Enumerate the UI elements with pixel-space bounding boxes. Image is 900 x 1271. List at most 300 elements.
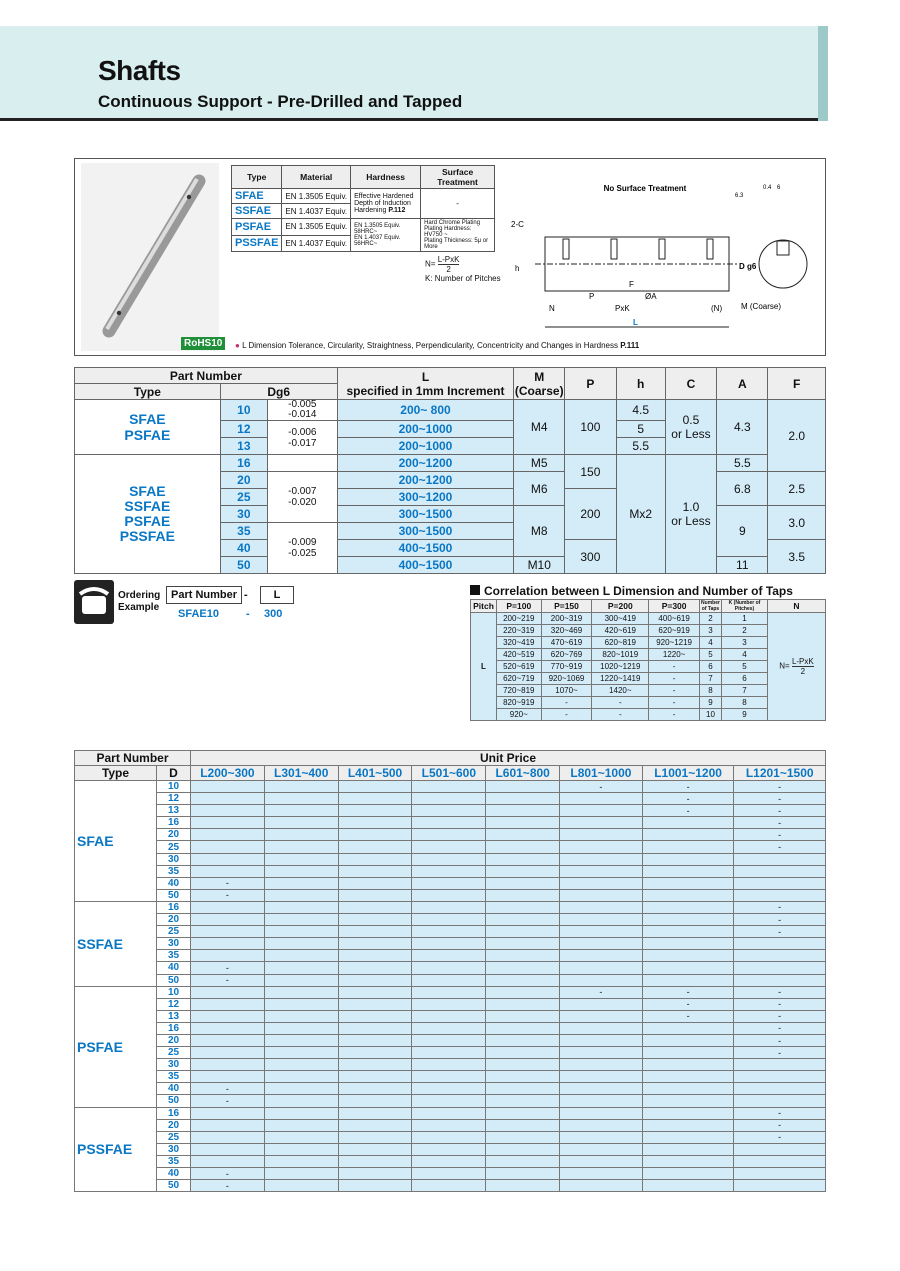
price-cell: [560, 853, 643, 865]
price-d: 12: [157, 998, 191, 1010]
price-cell: [412, 1059, 486, 1071]
price-cell: [642, 1168, 734, 1180]
price-h-part: Part Number: [75, 751, 191, 766]
price-cell: [338, 1022, 412, 1034]
price-cell: [264, 1143, 338, 1155]
dimension-table: [74, 367, 826, 574]
price-cell: [412, 1095, 486, 1107]
mat-type: PSFAE: [232, 219, 282, 236]
price-cell: [338, 889, 412, 901]
l-range: 300~1500: [337, 506, 514, 523]
price-cell: [734, 1071, 826, 1083]
price-cell: [191, 793, 265, 805]
price-cell: [191, 1107, 265, 1119]
l-range: 200~1000: [337, 438, 514, 455]
corr-cell: 720~819: [497, 685, 542, 697]
price-d: 10: [157, 781, 191, 793]
price-cell: [486, 1143, 560, 1155]
price-cell: [264, 1180, 338, 1192]
l-range: 200~1000: [337, 421, 514, 438]
mat-surface-1: -: [421, 189, 495, 219]
price-cell: -: [734, 901, 826, 913]
price-cell: -: [642, 781, 734, 793]
price-cell: [338, 1168, 412, 1180]
corr-cell: -: [541, 709, 592, 721]
price-d: 16: [157, 1022, 191, 1034]
a-value: 11: [717, 557, 768, 574]
corr-cell: 920~1069: [541, 673, 592, 685]
price-cell: [338, 805, 412, 817]
price-cell: [486, 889, 560, 901]
p-label: P: [589, 292, 595, 301]
price-cell: [338, 841, 412, 853]
price-cell: [560, 1168, 643, 1180]
price-cell: [191, 1010, 265, 1022]
corr-cell: 420~519: [497, 649, 542, 661]
price-cell: [412, 1180, 486, 1192]
corr-cell: 770~919: [541, 661, 592, 673]
price-row: [75, 1180, 826, 1192]
price-cell: [191, 781, 265, 793]
price-cell: [264, 926, 338, 938]
price-cell: [486, 1119, 560, 1131]
price-cell: [642, 1095, 734, 1107]
price-type: SFAE: [75, 781, 157, 902]
price-cell: [486, 974, 560, 986]
price-cell: -: [734, 926, 826, 938]
price-cell: [560, 926, 643, 938]
price-cell: [338, 829, 412, 841]
price-cell: [560, 1095, 643, 1107]
price-cell: [191, 998, 265, 1010]
price-cell: [264, 1071, 338, 1083]
d-value: 10: [220, 400, 267, 421]
price-cell: [412, 901, 486, 913]
price-cell: [412, 914, 486, 926]
price-row: [75, 1131, 826, 1143]
price-cell: -: [642, 793, 734, 805]
price-cell: -: [191, 889, 265, 901]
price-cell: [486, 865, 560, 877]
price-col: L301~400: [264, 766, 338, 781]
mat-h-surface: Surface Treatment: [421, 166, 495, 189]
l-range: 200~1200: [337, 455, 514, 472]
price-d: 50: [157, 974, 191, 986]
price-cell: [338, 1010, 412, 1022]
price-cell: [191, 1059, 265, 1071]
price-row: [75, 889, 826, 901]
price-cell: [560, 914, 643, 926]
price-cell: [264, 998, 338, 1010]
price-cell: [486, 817, 560, 829]
corr-cell: 620~769: [541, 649, 592, 661]
a-value: 4.3: [717, 400, 768, 455]
price-cell: [338, 853, 412, 865]
price-cell: [560, 962, 643, 974]
corr-h: Pitch: [471, 600, 497, 613]
h-h: h: [616, 368, 665, 400]
price-cell: [642, 1071, 734, 1083]
corr-cell: 5: [722, 661, 768, 673]
price-cell: [412, 1155, 486, 1167]
mat-type: SFAE: [232, 189, 282, 204]
price-cell: [560, 1047, 643, 1059]
corr-cell: -: [649, 697, 700, 709]
h-type: Type: [75, 384, 221, 400]
c-value: 0.5 or Less: [665, 400, 716, 455]
price-cell: -: [191, 877, 265, 889]
price-cell: [338, 793, 412, 805]
price-d: 12: [157, 793, 191, 805]
price-cell: [734, 1083, 826, 1095]
price-cell: [191, 1047, 265, 1059]
price-row: [75, 877, 826, 889]
corr-cell: 300~419: [592, 613, 649, 625]
price-cell: [560, 829, 643, 841]
d-value: 20: [220, 472, 267, 489]
price-row: [75, 865, 826, 877]
price-d: 30: [157, 1059, 191, 1071]
price-cell: [560, 841, 643, 853]
price-cell: [412, 998, 486, 1010]
price-cell: -: [734, 817, 826, 829]
price-cell: -: [734, 998, 826, 1010]
price-cell: [338, 986, 412, 998]
price-cell: [734, 950, 826, 962]
header-banner-edge: [818, 26, 828, 121]
price-cell: [560, 1119, 643, 1131]
price-row: [75, 998, 826, 1010]
corr-h: P=150: [541, 600, 592, 613]
price-cell: [642, 914, 734, 926]
price-cell: [412, 865, 486, 877]
price-cell: [734, 1059, 826, 1071]
price-cell: [264, 938, 338, 950]
price-row: [75, 1143, 826, 1155]
corr-cell: 10: [700, 709, 722, 721]
price-d: 50: [157, 1180, 191, 1192]
a-value: 9: [717, 506, 768, 557]
price-cell: [486, 1168, 560, 1180]
h-value: 5.5: [616, 438, 665, 455]
order-value-3: 300: [264, 608, 283, 620]
price-cell: [734, 853, 826, 865]
price-cell: [338, 950, 412, 962]
price-cell: [486, 1107, 560, 1119]
price-cell: [412, 1010, 486, 1022]
price-cell: [560, 1131, 643, 1143]
price-cell: [560, 805, 643, 817]
corr-cell: 2: [700, 613, 722, 625]
price-cell: -: [734, 1010, 826, 1022]
price-cell: [412, 926, 486, 938]
price-cell: [191, 829, 265, 841]
corr-cell: 620~919: [649, 625, 700, 637]
price-cell: [642, 1119, 734, 1131]
price-d: 40: [157, 1168, 191, 1180]
price-cell: [264, 1119, 338, 1131]
price-cell: [264, 986, 338, 998]
mat-surface-2: Hard Chrome Plating Plating Hardness: HV750 ~ Plating Thickness: 5μ or More: [421, 219, 495, 252]
price-cell: [486, 998, 560, 1010]
l-range: 300~1200: [337, 489, 514, 506]
f-label: F: [629, 280, 634, 289]
corr-cell: 7: [722, 685, 768, 697]
corr-cell: 400~619: [649, 613, 700, 625]
price-cell: -: [560, 781, 643, 793]
corr-cell: 1: [722, 613, 768, 625]
d-value: 25: [220, 489, 267, 506]
price-cell: [642, 865, 734, 877]
price-cell: [264, 914, 338, 926]
corr-cell: 1420~: [592, 685, 649, 697]
roughness-2: 0.4: [763, 185, 772, 191]
price-cell: [560, 877, 643, 889]
a-value: 5.5: [717, 455, 768, 472]
m-value: M6: [514, 472, 565, 506]
price-cell: [338, 1143, 412, 1155]
price-cell: -: [734, 1119, 826, 1131]
price-col: L1001~1200: [642, 766, 734, 781]
price-cell: [560, 1034, 643, 1046]
price-cell: [191, 938, 265, 950]
price-cell: [642, 1143, 734, 1155]
price-cell: [486, 877, 560, 889]
f-value: 2.5: [768, 472, 826, 506]
price-d: 20: [157, 914, 191, 926]
price-d: 40: [157, 877, 191, 889]
corr-cell: 820~1019: [592, 649, 649, 661]
price-cell: [412, 962, 486, 974]
price-cell: [264, 1047, 338, 1059]
price-row: [75, 805, 826, 817]
corr-cell: 3: [722, 637, 768, 649]
price-d: 20: [157, 1034, 191, 1046]
price-cell: [734, 938, 826, 950]
page-subtitle: Continuous Support - Pre-Drilled and Tapped: [98, 92, 463, 111]
mat-type: SSFAE: [232, 204, 282, 219]
price-cell: [486, 901, 560, 913]
tolerance-empty: [267, 455, 337, 472]
price-cell: [412, 938, 486, 950]
price-table: [74, 750, 826, 1192]
price-cell: [560, 901, 643, 913]
price-d: 30: [157, 853, 191, 865]
price-cell: [734, 1155, 826, 1167]
price-cell: -: [734, 914, 826, 926]
mat-hardness-2: EN 1.3505 Equiv. 58HRC~ EN 1.4037 Equiv. 56HRC~: [351, 219, 421, 252]
price-cell: [642, 1034, 734, 1046]
price-cell: [191, 805, 265, 817]
corr-cell: -: [649, 685, 700, 697]
price-cell: [642, 938, 734, 950]
corr-cell: 620~819: [592, 637, 649, 649]
price-row: [75, 781, 826, 793]
corr-cell: 8: [722, 697, 768, 709]
price-cell: [338, 1034, 412, 1046]
pitch-note: K: Number of Pitches: [425, 274, 501, 283]
price-cell: [264, 901, 338, 913]
price-cell: [412, 1022, 486, 1034]
price-cell: [560, 1022, 643, 1034]
price-cell: -: [642, 986, 734, 998]
price-row: [75, 1095, 826, 1107]
corr-cell: 5: [700, 649, 722, 661]
tolerance: -0.007 -0.020: [267, 472, 337, 523]
price-cell: [486, 1180, 560, 1192]
price-cell: [486, 1083, 560, 1095]
n2-label: (N): [711, 304, 723, 313]
h-label: h: [515, 264, 520, 273]
price-col: L401~500: [338, 766, 412, 781]
price-cell: [642, 1155, 734, 1167]
price-row: [75, 1083, 826, 1095]
price-cell: [412, 817, 486, 829]
price-cell: [560, 1071, 643, 1083]
price-cell: [560, 1083, 643, 1095]
price-cell: [191, 1119, 265, 1131]
price-row: [75, 950, 826, 962]
phone-icon: [74, 580, 114, 624]
material-table: [231, 165, 495, 252]
price-cell: [338, 998, 412, 1010]
m-value: M4: [514, 400, 565, 455]
price-cell: [486, 805, 560, 817]
price-type: PSFAE: [75, 986, 157, 1107]
price-cell: [264, 865, 338, 877]
l-range: 200~1200: [337, 472, 514, 489]
price-cell: [560, 1107, 643, 1119]
tolerance: -0.009 -0.025: [267, 523, 337, 574]
price-cell: [486, 781, 560, 793]
price-cell: [560, 998, 643, 1010]
h-value: 5: [616, 421, 665, 438]
price-cell: [338, 1107, 412, 1119]
corr-cell: 920~: [497, 709, 542, 721]
order-part-box: Part Number: [166, 586, 242, 604]
price-row: [75, 793, 826, 805]
price-cell: -: [191, 1168, 265, 1180]
h-part-number: Part Number: [75, 368, 338, 384]
price-cell: [338, 781, 412, 793]
corr-cell: 200~319: [541, 613, 592, 625]
price-cell: -: [642, 998, 734, 1010]
order-value-1: SFAE10: [178, 608, 219, 620]
price-cell: [560, 793, 643, 805]
price-cell: [264, 889, 338, 901]
corr-cell: -: [592, 709, 649, 721]
price-cell: [412, 1143, 486, 1155]
price-cell: -: [734, 1047, 826, 1059]
d-value: 30: [220, 506, 267, 523]
d-value: 35: [220, 523, 267, 540]
price-cell: [338, 865, 412, 877]
price-cell: [264, 1095, 338, 1107]
price-d: 40: [157, 962, 191, 974]
price-cell: [560, 817, 643, 829]
corr-h: P=300: [649, 600, 700, 613]
price-cell: [191, 950, 265, 962]
price-cell: [412, 1083, 486, 1095]
mat-material: EN 1.3505 Equiv.: [282, 189, 351, 204]
corr-cell: 820~919: [497, 697, 542, 709]
corr-cell: 9: [722, 709, 768, 721]
price-cell: [264, 1022, 338, 1034]
corr-cell: 6: [722, 673, 768, 685]
price-d: 13: [157, 1010, 191, 1022]
price-row: [75, 1034, 826, 1046]
mat-type: PSSFAE: [232, 235, 282, 252]
price-col: L801~1000: [560, 766, 643, 781]
corr-cell: 200~219: [497, 613, 542, 625]
d-value: 16: [220, 455, 267, 472]
price-cell: -: [734, 1034, 826, 1046]
price-d: 40: [157, 1083, 191, 1095]
price-row: [75, 841, 826, 853]
price-row: [75, 829, 826, 841]
price-cell: [338, 962, 412, 974]
price-cell: [412, 1119, 486, 1131]
correlation-table: [470, 599, 826, 721]
price-cell: [264, 1168, 338, 1180]
p-value: 300: [565, 540, 616, 574]
price-cell: -: [642, 805, 734, 817]
price-cell: [338, 974, 412, 986]
price-cell: [191, 1034, 265, 1046]
price-d: 30: [157, 1143, 191, 1155]
price-cell: -: [734, 793, 826, 805]
price-row: [75, 1022, 826, 1034]
price-cell: [338, 938, 412, 950]
price-d: 10: [157, 986, 191, 998]
price-h-unit: Unit Price: [191, 751, 826, 766]
price-cell: [191, 841, 265, 853]
price-cell: -: [191, 1095, 265, 1107]
price-cell: [338, 926, 412, 938]
coarse-label: M (Coarse): [741, 302, 782, 311]
price-row: [75, 1047, 826, 1059]
h-a: A: [717, 368, 768, 400]
price-cell: [191, 1143, 265, 1155]
price-cell: [264, 829, 338, 841]
price-row: [75, 1107, 826, 1119]
corr-h: K (Number of Pitches): [722, 600, 768, 613]
price-cell: [486, 1034, 560, 1046]
tolerance: -0.006 -0.017: [267, 421, 337, 455]
ordering-label: Ordering Example: [118, 590, 161, 613]
a-value: 6.8: [717, 472, 768, 506]
price-cell: [264, 805, 338, 817]
price-cell: [264, 817, 338, 829]
price-cell: [412, 829, 486, 841]
price-cell: -: [191, 974, 265, 986]
corr-n-formula: N= L-PxK 2: [768, 613, 826, 721]
price-cell: [734, 1180, 826, 1192]
price-d: 25: [157, 926, 191, 938]
price-d: 16: [157, 817, 191, 829]
price-cell: [486, 793, 560, 805]
price-cell: -: [734, 1107, 826, 1119]
corr-cell: -: [649, 709, 700, 721]
price-cell: [338, 914, 412, 926]
price-cell: [486, 1059, 560, 1071]
price-cell: [486, 938, 560, 950]
type-group-1: SFAE PSFAE: [75, 400, 221, 455]
corr-cell: 1220~1419: [592, 673, 649, 685]
price-col: L601~800: [486, 766, 560, 781]
price-cell: [412, 781, 486, 793]
price-d: 35: [157, 950, 191, 962]
